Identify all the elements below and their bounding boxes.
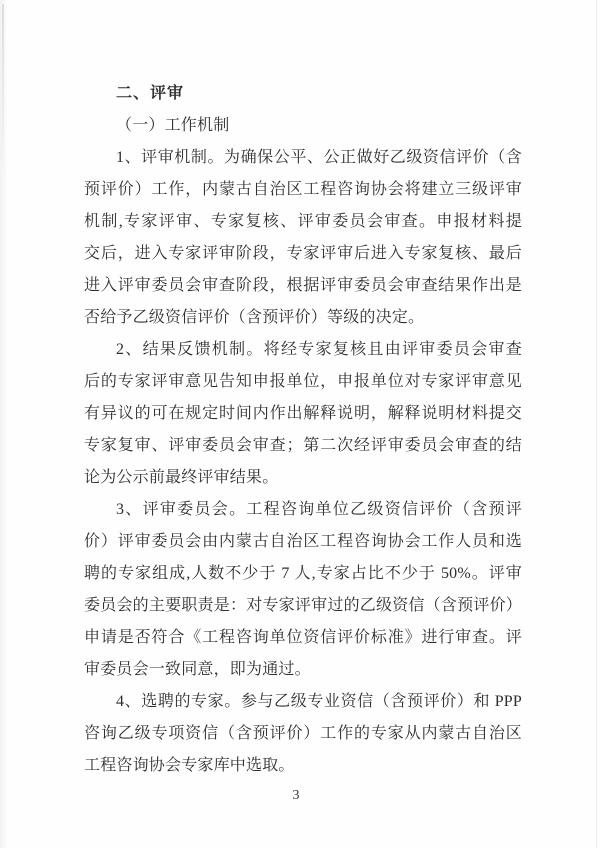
text-line: 预评价）工作，内蒙古自治区工程咨询协会将建立三级评审 (84, 181, 522, 198)
text-line: 咨询乙级专项资信（含预评价）工作的专家从内蒙古自治区 (84, 725, 522, 742)
section-heading: 二、评审 (116, 85, 185, 102)
scan-edge-left (2, 4, 4, 174)
text-line: 1、评审机制。为确保公平、公正做好乙级资信评价（含 (116, 149, 522, 166)
text-line: 4、选聘的专家。参与乙级专业资信（含预评价）和 PPP (116, 693, 522, 710)
text-line: 交后，进入专家评审阶段，专家评审后进入专家复核、最后 (84, 245, 522, 262)
text-line: 进入评审委员会审查阶段，根据评审委员会审查结果作出是 (84, 277, 522, 294)
text-line: 否给予乙级资信评价（含预评价）等级的决定。 (84, 309, 425, 326)
text-line: 申请是否符合《工程咨询单位资信评价标准》进行审查。评 (84, 629, 522, 646)
subsection-heading: （一）工作机制 (116, 117, 230, 134)
document-body (84, 78, 522, 782)
text-line: 委员会的主要职责是：对专家评审过的乙级资信（含预评价） (84, 597, 522, 614)
text-line: 论为公示前最终评审结果。 (84, 469, 279, 486)
text-line: 有异议的可在规定时间内作出解释说明，解释说明材料提交 (84, 405, 522, 422)
text-line: 专家复审、评审委员会审查；第二次经评审委员会审查的结 (84, 437, 522, 454)
text-line: 后的专家评审意见告知申报单位，申报单位对专家评审意见 (84, 373, 522, 390)
text-line: 3、评审委员会。工程咨询单位乙级资信评价（含预评 (116, 501, 522, 518)
text-line: 聘的专家组成,人数不少于 7 人,专家占比不少于 50%。评审 (84, 565, 522, 582)
text-line: 价）评审委员会由内蒙古自治区工程咨询协会工作人员和选 (84, 533, 522, 550)
text-line: 审委员会一致同意，即为通过。 (84, 661, 311, 678)
text-line: 2、结果反馈机制。将经专家复核且由评审委员会审查 (116, 341, 522, 358)
text-line: 工程咨询协会专家库中选取。 (84, 757, 295, 774)
page-number: 3 (292, 788, 300, 803)
text-line: 机制,专家评审、专家复核、评审委员会审查。申报材料提 (84, 213, 522, 230)
scan-edge-right (596, 0, 597, 848)
